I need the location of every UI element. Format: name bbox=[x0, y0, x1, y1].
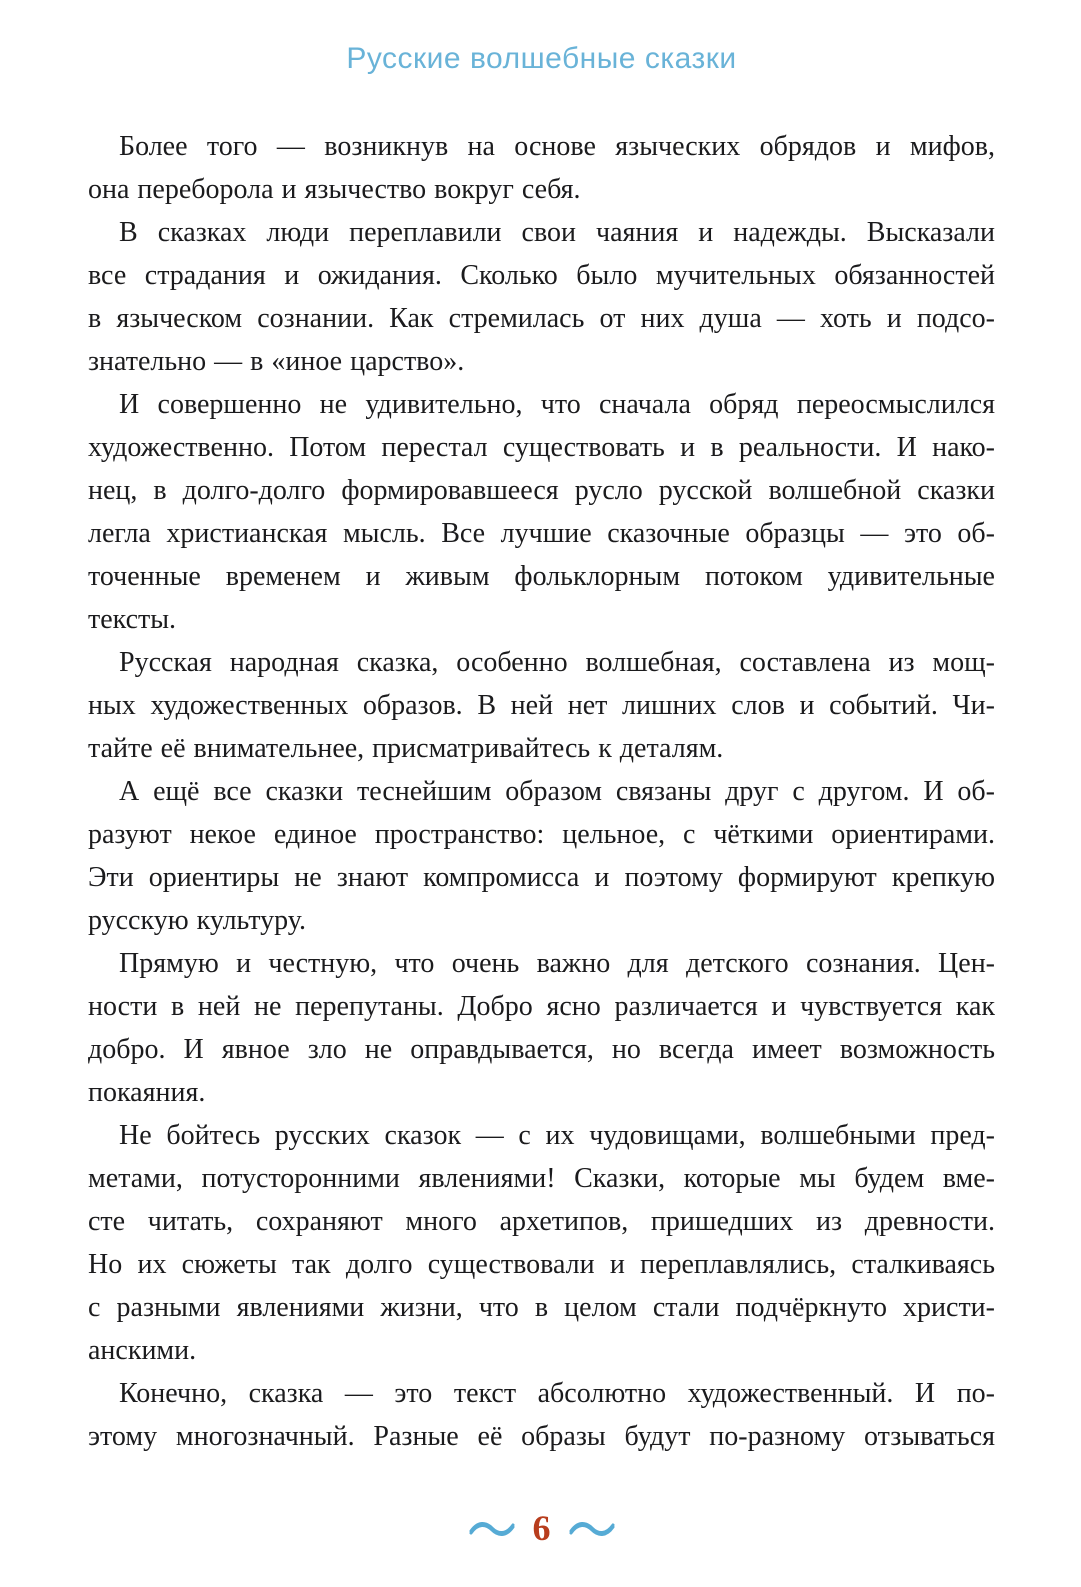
text-line: ности в ней не перепутаны. Добро ясно различается и чувствуется как bbox=[88, 991, 995, 1022]
body-text-block bbox=[88, 125, 995, 1458]
text-line: ных художественных образов. В ней нет лишних слов и событий. Чи- bbox=[88, 690, 995, 721]
text-line: тайте её внимательнее, присматривайтесь к деталям. bbox=[88, 733, 724, 764]
text-line: в языческом сознании. Как стремилась от них душа — хоть и подсо- bbox=[88, 303, 995, 334]
text-line: Эти ориентиры не знают компромисса и поэтому формируют крепкую bbox=[88, 862, 995, 893]
page-footer bbox=[88, 1508, 995, 1548]
wave-ornament-icon bbox=[468, 1517, 516, 1544]
paragraph bbox=[88, 1372, 995, 1458]
text-line: Прямую и честную, что очень важно для детского сознания. Цен- bbox=[119, 948, 995, 979]
text-line: В сказках люди переплавили свои чаяния и надежды. Высказали bbox=[119, 217, 995, 248]
text-line: И совершенно не удивительно, что сначала обряд переосмыслился bbox=[119, 389, 995, 420]
paragraph bbox=[88, 1114, 995, 1372]
running-header: Русские волшебные сказки bbox=[346, 42, 737, 75]
text-line: тексты. bbox=[88, 604, 177, 635]
text-line: русскую культуру. bbox=[88, 905, 306, 936]
text-line: все страдания и ожидания. Сколько было мучительных обязанностей bbox=[88, 260, 995, 291]
text-line: добро. И явное зло не оправдывается, но всегда имеет возможность bbox=[88, 1034, 995, 1065]
text-line: анскими. bbox=[88, 1335, 197, 1366]
paragraph bbox=[88, 125, 995, 211]
paragraph bbox=[88, 770, 995, 942]
paragraph bbox=[88, 641, 995, 770]
text-line: знательно — в «иное царство». bbox=[88, 346, 465, 377]
text-line: нец, в долго-долго формировавшееся русло русской волшебной сказки bbox=[88, 475, 995, 506]
text-line: Более того — возникнув на основе языческих обрядов и мифов, bbox=[119, 131, 995, 162]
text-line: точенные временем и живым фольклорным потоком удивительные bbox=[88, 561, 995, 592]
text-line: разуют некое единое пространство: цельное, с чёткими ориентирами. bbox=[88, 819, 995, 850]
text-line: сте читать, сохраняют много архетипов, пришедших из древности. bbox=[88, 1206, 995, 1237]
paragraph bbox=[88, 211, 995, 383]
paragraph bbox=[88, 942, 995, 1114]
text-line: Русская народная сказка, особенно волшебная, составлена из мощ- bbox=[119, 647, 995, 678]
text-line: художественно. Потом перестал существовать и в реальности. И нако- bbox=[88, 432, 995, 463]
text-line: легла христианская мысль. Все лучшие сказочные образцы — это об- bbox=[88, 518, 995, 549]
text-line: покаяния. bbox=[88, 1077, 206, 1108]
text-line: этому многозначный. Разные её образы будут по-разному отзываться bbox=[88, 1421, 995, 1452]
text-line: А ещё все сказки теснейшим образом связаны друг с другом. И об- bbox=[119, 776, 995, 807]
text-line: Но их сюжеты так долго существовали и переплавлялись, сталкиваясь bbox=[88, 1249, 995, 1280]
text-line: она переборола и язычество вокруг себя. bbox=[88, 174, 581, 205]
text-line: с разными явлениями жизни, что в целом стали подчёркнуто христи- bbox=[88, 1292, 995, 1323]
text-line: Конечно, сказка — это текст абсолютно художественный. И по- bbox=[119, 1378, 995, 1409]
text-line: Не бойтесь русских сказок — с их чудовищами, волшебными пред- bbox=[119, 1120, 995, 1151]
text-line: метами, потусторонними явлениями! Сказки, которые мы будем вме- bbox=[88, 1163, 995, 1194]
paragraph bbox=[88, 383, 995, 641]
page-number: 6 bbox=[532, 1508, 551, 1548]
wave-ornament-icon bbox=[568, 1517, 616, 1544]
